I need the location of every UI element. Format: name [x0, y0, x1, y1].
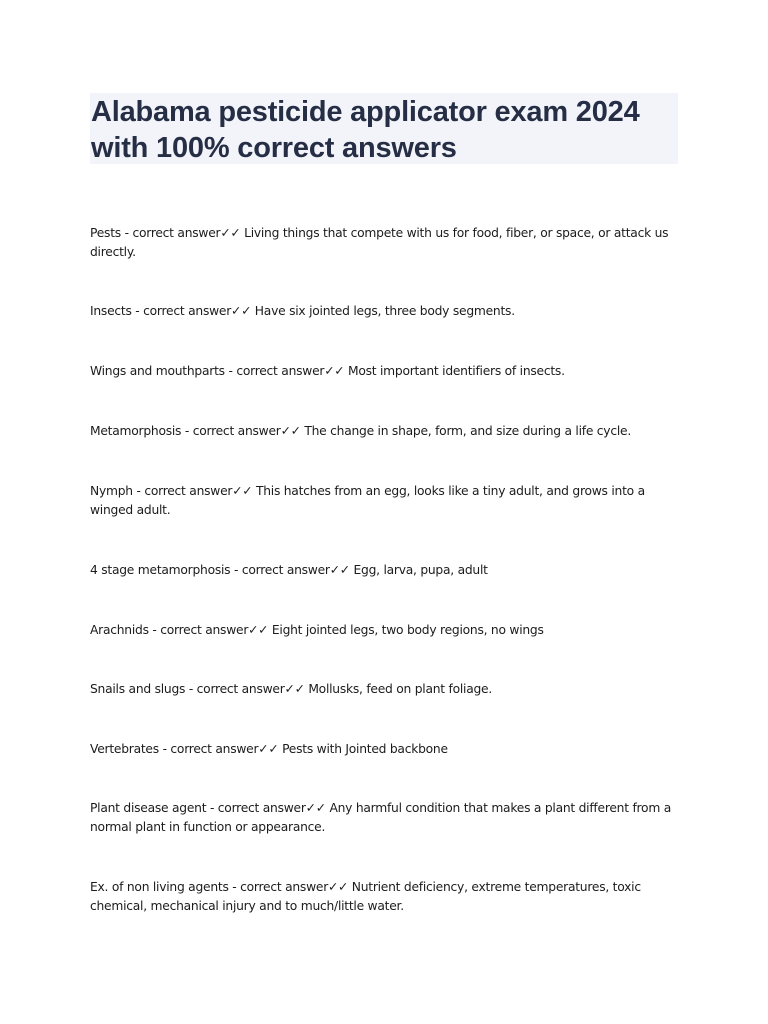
qa-definition: Nutrient deficiency, extreme temperatures, toxic chemical, mechanical injury and to much/little water.: [90, 880, 641, 913]
qa-separator: - correct answer✓✓: [224, 364, 348, 378]
qa-separator: - correct answer✓✓: [181, 424, 305, 438]
qa-entry: [90, 482, 680, 519]
qa-term: Pests: [90, 226, 121, 240]
qa-term: Vertebrates: [90, 742, 159, 756]
qa-separator: - correct answer✓✓: [206, 801, 330, 815]
qa-separator: - correct answer✓✓: [228, 880, 352, 894]
qa-definition: This hatches from an egg, looks like a tiny adult, and grows into a winged adult.: [90, 484, 645, 517]
qa-entry: [90, 740, 680, 759]
qa-definition: Mollusks, feed on plant foliage.: [308, 682, 493, 696]
qa-term: Nymph: [90, 484, 133, 498]
qa-entry: [90, 799, 680, 836]
qa-definition: Any harmful condition that makes a plant different from a normal plant in function or appearance.: [90, 801, 672, 834]
qa-entry: [90, 561, 680, 580]
qa-entry: [90, 422, 680, 441]
qa-separator: - correct answer✓✓: [230, 563, 354, 577]
qa-separator: - correct answer✓✓: [132, 484, 256, 498]
qa-entry: [90, 621, 680, 640]
qa-term: 4 stage metamorphosis: [90, 563, 231, 577]
qa-definition: Living things that compete with us for food, fiber, or space, or attack us directly.: [90, 226, 669, 259]
qa-entry: [90, 362, 680, 381]
qa-term: Arachnids: [90, 623, 149, 637]
qa-separator: - correct answer✓✓: [120, 226, 245, 240]
qa-term: Insects: [90, 304, 132, 318]
qa-entry: [90, 302, 680, 321]
qa-separator: - correct answer✓✓: [131, 304, 255, 318]
qa-separator: - correct answer✓✓: [185, 682, 309, 696]
qa-separator: - correct answer✓✓: [148, 623, 272, 637]
qa-definition: Have six jointed legs, three body segments.: [254, 304, 515, 318]
document-title: Alabama pesticide applicator exam 2024 with 100% correct answers: [91, 96, 640, 164]
qa-definition: Pests with Jointed backbone: [282, 742, 448, 756]
qa-entry: [90, 680, 680, 699]
qa-term: Metamorphosis: [90, 424, 182, 438]
qa-definition: Egg, larva, pupa, adult: [353, 563, 488, 577]
qa-definition: The change in shape, form, and size during a life cycle.: [304, 424, 631, 438]
qa-entry: [90, 878, 680, 915]
qa-term: Wings and mouthparts: [90, 364, 225, 378]
qa-definition: Eight jointed legs, two body regions, no wings: [271, 623, 544, 637]
qa-definition: Most important identifiers of insects.: [347, 364, 565, 378]
qa-entry: [90, 224, 680, 261]
qa-term: Ex. of non living agents: [90, 880, 229, 894]
qa-term: Plant disease agent: [90, 801, 207, 815]
qa-term: Snails and slugs: [90, 682, 186, 696]
qa-separator: - correct answer✓✓: [158, 742, 283, 756]
